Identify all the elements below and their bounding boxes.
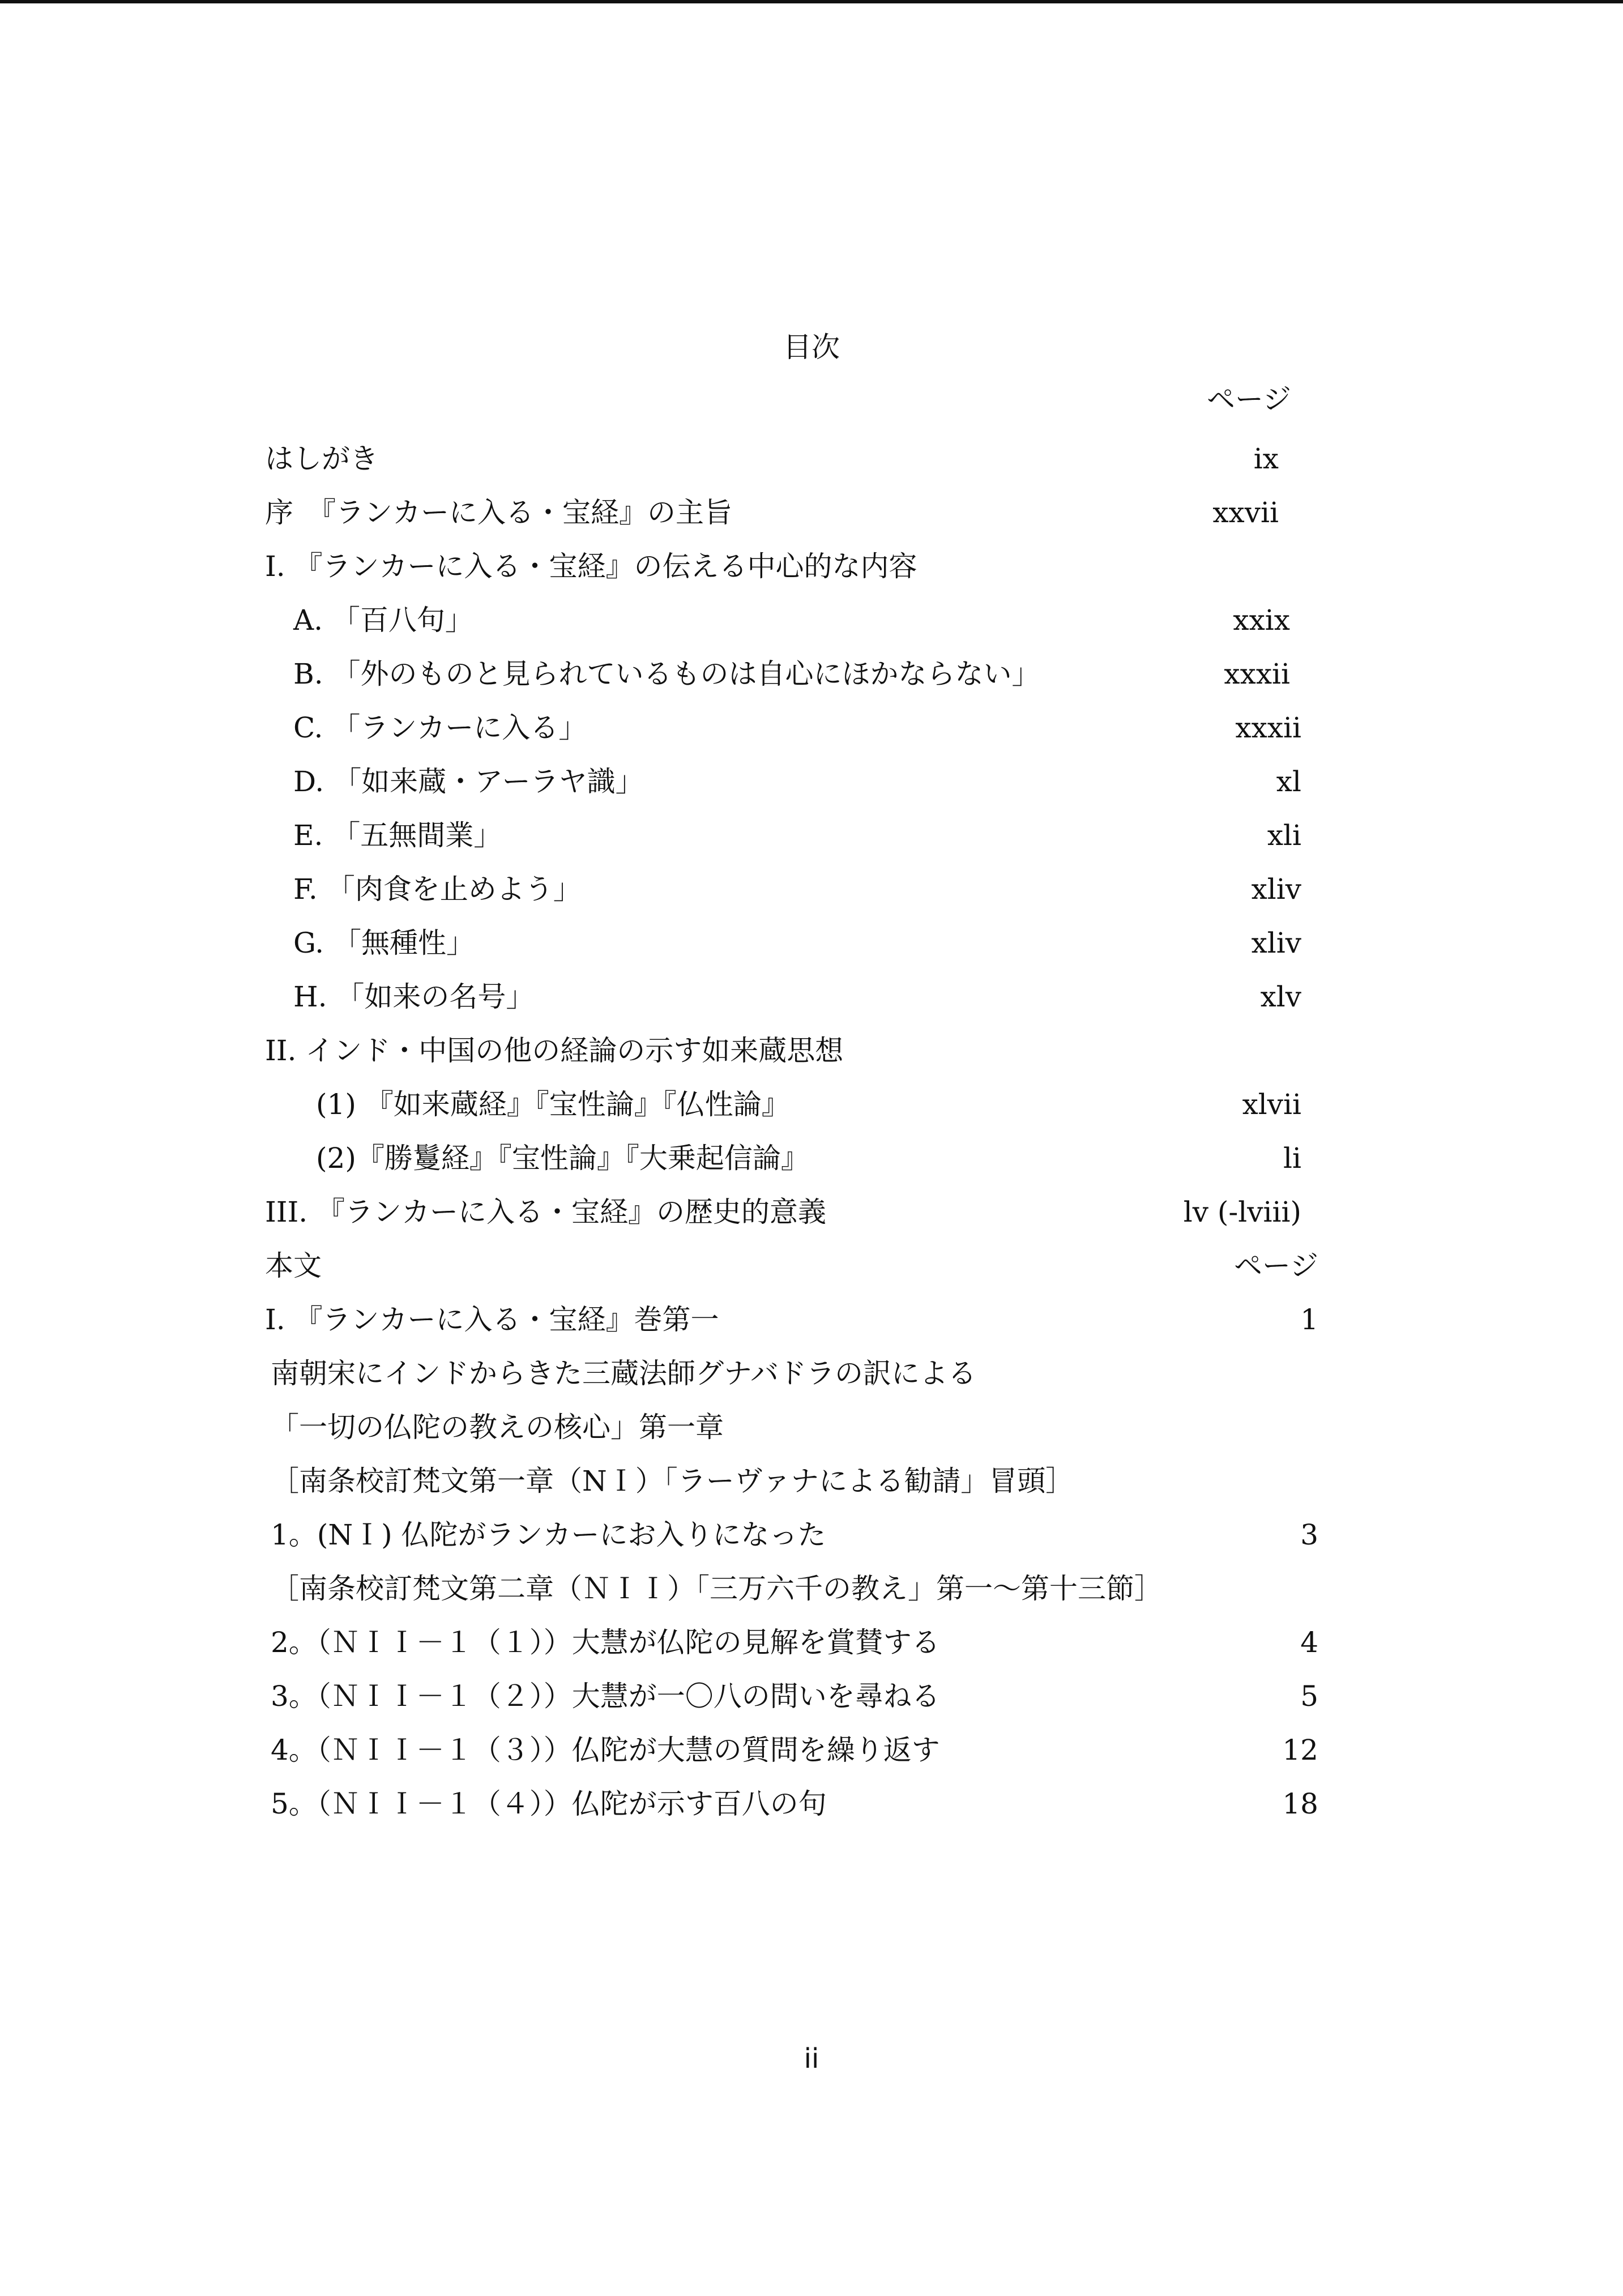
toc-entry-label: A. 「百八句」 <box>293 604 473 637</box>
toc-entry-page: ページ <box>1234 1249 1318 1282</box>
toc-entry-page: xxvii <box>1212 496 1279 529</box>
toc-entry-label: 1。(NＩ) 仏陀がランカーにお入りになった <box>271 1518 826 1551</box>
top-border <box>0 0 1623 3</box>
toc-entry-page: xxix <box>1233 604 1290 637</box>
toc-entry-label: 2。（ＮＩＩ－１（１））大慧が仏陀の見解を賞賛する <box>271 1626 940 1659</box>
toc-entry-label: 序 『ランカーに入る・宝経』の主旨 <box>265 496 732 529</box>
toc-entry <box>271 1623 1318 1662</box>
toc-entry <box>271 1515 1318 1555</box>
toc-entry-page: lv (-lviii) <box>1183 1196 1301 1228</box>
toc-entry-label: D. 「如来蔵・アーラヤ識」 <box>293 765 644 798</box>
toc-entry-label: 5。（ＮＩＩ－１（４））仏陀が示す百八の句 <box>271 1787 827 1820</box>
toc-entry-page: 1 <box>1300 1303 1318 1336</box>
toc-entry <box>316 1085 1301 1124</box>
toc-entry-page: xliv <box>1251 927 1301 959</box>
toc-entry <box>271 1676 1318 1716</box>
toc-entry-label: I. 『ランカーに入る・宝経』の伝える中心的な内容 <box>265 550 917 583</box>
toc-entry <box>316 1138 1301 1178</box>
toc-entry-label: 本文 <box>265 1249 322 1282</box>
toc-entry-page: xxxii <box>1235 711 1301 744</box>
toc-entry-label: (1) 『如来蔵経』『宝性論』『仏性論』 <box>316 1088 790 1121</box>
toc-entry-label: F. 「肉食を止めよう」 <box>293 873 582 906</box>
toc-entry-page: 3 <box>1300 1518 1318 1551</box>
page-header-label: ページ <box>1207 383 1291 416</box>
toc-entry-page: xli <box>1267 819 1301 852</box>
toc-entry-label: III. 『ランカーに入る・宝経』の歴史的意義 <box>265 1196 827 1228</box>
toc-entry <box>271 1784 1318 1824</box>
toc-entry-label: ［南条校訂梵文第二章（ＮＩＩ）「三万六千の教え」第一～第十三節］ <box>271 1572 1163 1605</box>
toc-entry <box>265 547 1279 586</box>
toc-entry-page: xlvii <box>1242 1088 1301 1121</box>
toc-entry <box>271 1461 1318 1501</box>
toc-entry-label: 4。（ＮＩＩ－１（３））仏陀が大慧の質問を繰り返す <box>271 1734 940 1766</box>
page-column-header <box>1195 379 1291 419</box>
toc-entry-label: H. 「如来の名号」 <box>293 980 535 1013</box>
toc-entry-page: 18 <box>1282 1787 1318 1820</box>
toc-entry <box>271 1569 1318 1608</box>
toc-entry-label: II. インド・中国の他の経論の示す如来蔵思想 <box>265 1034 844 1067</box>
toc-entry-label: (2)『勝鬘経』『宝性論』『大乗起信論』 <box>316 1142 809 1175</box>
toc-entry-label: 南朝宋にインドからきた三蔵法師グナバドラの訳による <box>271 1357 976 1390</box>
toc-entry <box>293 600 1290 640</box>
toc-entry <box>265 493 1279 532</box>
toc-entry <box>293 977 1301 1017</box>
toc-entry-page: li <box>1283 1142 1301 1175</box>
toc-entry-label: I. 『ランカーに入る・宝経』巻第一 <box>265 1303 719 1336</box>
toc-entry-page: ix <box>1253 442 1279 475</box>
toc-entry-label: ［南条校訂梵文第一章（NＩ）「ラーヴァナによる勧請」冒頭］ <box>271 1465 1074 1497</box>
toc-title: 目次 <box>783 331 840 364</box>
toc-entry <box>293 762 1301 801</box>
toc-entry-page: 5 <box>1300 1680 1318 1713</box>
toc-entry-label: E. 「五無間業」 <box>293 819 502 852</box>
toc-entry <box>293 654 1290 694</box>
toc-entry <box>265 1192 1301 1232</box>
toc-entry-label: G. 「無種性」 <box>293 927 475 959</box>
toc-entry-page: 4 <box>1300 1626 1318 1659</box>
toc-entry <box>293 816 1301 855</box>
toc-entry-page: 12 <box>1282 1734 1318 1766</box>
toc-entry-label: C. 「ランカーに入る」 <box>293 711 587 744</box>
toc-entry <box>293 869 1301 909</box>
toc-entry <box>271 1354 1318 1393</box>
toc-entry <box>271 1407 1318 1447</box>
toc-entry-page: xlv <box>1260 980 1301 1013</box>
toc-entry <box>271 1730 1318 1770</box>
toc-entry <box>265 1300 1318 1339</box>
toc-entry-page: xl <box>1276 765 1301 798</box>
toc-entry <box>293 708 1301 748</box>
toc-entry-label: B. 「外のものと見られているものは自心にほかならない」 <box>293 658 1040 690</box>
footer-page-number: ii <box>804 2043 819 2075</box>
toc-entry-label: はしがき <box>265 442 378 475</box>
toc-entry-page: xliv <box>1251 873 1301 906</box>
toc-entry <box>265 439 1279 479</box>
toc-entry <box>265 1031 1301 1070</box>
toc-entry-page: xxxii <box>1224 658 1290 690</box>
toc-entry <box>293 923 1301 963</box>
toc-entry-label: 「一切の仏陀の教えの核心」第一章 <box>271 1411 724 1444</box>
toc-entry <box>265 1246 1318 1286</box>
toc-entry-label: 3。（ＮＩＩ－１（２））大慧が一〇八の問いを尋ねる <box>271 1680 940 1713</box>
